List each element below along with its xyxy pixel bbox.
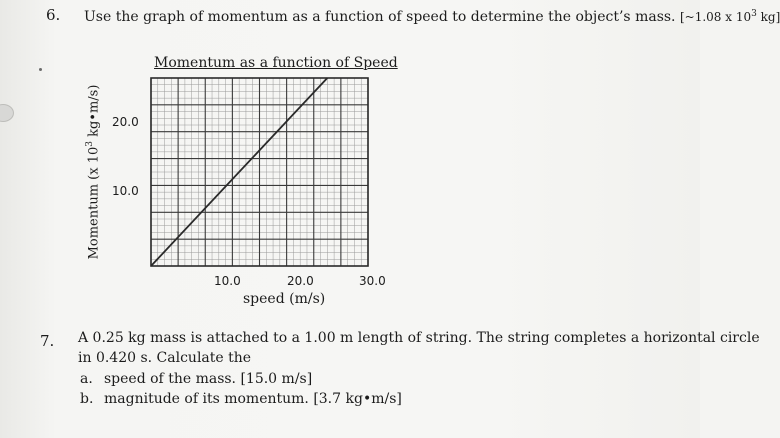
- question-7-line-1: A 0.25 kg mass is attached to a 1.00 m length of string. The string completes a horizontal circle: [78, 330, 760, 346]
- part-a-text: speed of the mass. [15.0 m/s]: [104, 371, 313, 387]
- x-tick-label: 10.0: [214, 274, 241, 288]
- y-axis-label: [87, 85, 102, 260]
- question-6-prompt: Use the graph of momentum as a function of speed to determine the object’s mass.: [84, 9, 676, 25]
- x-tick-label: 20.0: [287, 274, 314, 288]
- answer-exponent: 3: [751, 9, 757, 19]
- x-tick-label: 30.0: [359, 274, 386, 288]
- answer-prefix: [~1.08 x 10: [679, 10, 752, 24]
- x-axis-label: speed (m/s): [243, 291, 326, 307]
- question-7-line-2: in 0.420 s. Calculate the: [78, 350, 252, 366]
- y-tick-label: 10.0: [112, 184, 139, 198]
- y-label-prefix: Momentum (x 10: [86, 146, 102, 260]
- graph-title: Momentum as a function of Speed: [154, 55, 398, 71]
- question-6-number: 6.: [46, 6, 61, 24]
- part-b-text: magnitude of its momentum. [3.7 kg•m/s]: [104, 391, 402, 407]
- part-b-label: b.: [80, 391, 94, 407]
- y-tick-label: 20.0: [112, 115, 139, 129]
- y-label-suffix: kg•m/s): [86, 84, 102, 142]
- question-7-number: 7.: [40, 332, 55, 350]
- answer-suffix: kg]: [756, 10, 780, 24]
- part-a-label: a.: [80, 371, 93, 387]
- y-label-exponent: 3: [85, 141, 96, 147]
